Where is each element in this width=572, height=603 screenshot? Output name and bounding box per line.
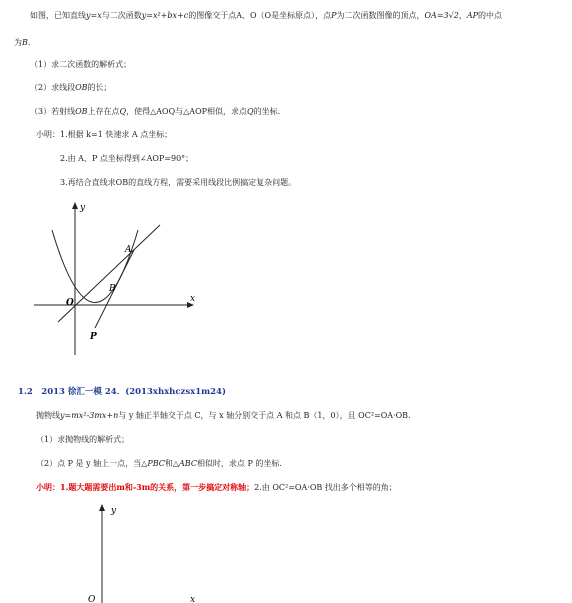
point-p: P [331,11,337,20]
point-b: B. [22,38,31,47]
q-text: 上存在点 [87,107,120,116]
tip-text: 2.由 OC²=OA·OB 找出多个相等的角； [254,483,397,492]
stem-text: 为 [14,38,22,47]
section2-tip [36,482,397,493]
function-formula: y=x²+bx+c [141,11,189,20]
section2-q2 [36,458,282,469]
stem-text: 的中点 [478,11,502,20]
problem1-q2 [30,82,112,93]
stem-text: 为二次函数图像的顶点， [336,11,425,20]
q-text: 和 [164,459,173,468]
segment-ob: OB [75,83,88,92]
parabola [52,230,138,303]
stem-text: 与二次函数 [101,11,142,20]
section2-stem [36,410,411,421]
stem-text: 如图，已知直线 [30,11,86,20]
problem1-tip2: 2.由 A、P 点坐标得到∠AOP=90°； [60,154,194,163]
label-x: x [190,595,196,603]
label-a: A [125,245,132,255]
triangle-pbc: △PBC [141,459,165,468]
label-o: O [66,298,74,308]
label-p: P [90,332,97,342]
q-text: 相似时，求点 P 的坐标. [196,459,282,468]
oa-length: OA=3√2 [424,11,459,20]
y-axis-arrow [72,202,78,209]
stem-text: 的图像交于点A、O（O是坐标原点），点 [188,11,332,20]
ray-ob: OB [75,107,88,116]
section2-q1: （1）求抛物线的解析式； [36,435,130,444]
problem1-stem [30,10,502,21]
line-formula: y=x [86,11,102,20]
problem1-stem-cont [14,37,30,48]
q-text: （2）求线段 [30,83,76,92]
problem1-graph [30,200,200,358]
q-text: （3）若射线 [30,107,76,116]
stem-text: ， [458,11,467,20]
point-q: Q [247,107,254,116]
problem1-tip1: 小明：1.根据 k=1 快速求 A 点坐标； [36,130,173,139]
q-text: 的坐标. [253,107,281,116]
triangle-abc: △ABC [172,459,197,468]
problem1-tip3: 3.再结合直线求OB的直线方程，需要采用线段比例搞定复杂问题。 [60,178,297,187]
problem1-q1: （1）求二次函数的解析式； [30,60,132,69]
label-y: y [111,506,117,516]
stem-text: 与 y 轴正半轴交于点 C，与 x 轴分别交于点 A 和点 B（1，0），且 OC²=OA·OB. [118,411,411,420]
section2-graph [0,500,220,603]
problem1-q3 [30,106,280,117]
section2-heading: 1.2 2013 徐汇一模 24．(2013xhxhczsx1m24) [18,387,226,397]
stem-text: 抛物线 [36,411,60,420]
parabola-formula: y=mx²-3mx+n [60,411,119,420]
label-y: y [80,203,86,213]
y-axis-arrow [99,504,105,511]
tip-highlight: 小明：1.题大题需要出m和-3m的关系，第一步搞定对称轴； [36,482,255,492]
q-text: （2）点 P 是 y 轴上一点，当 [36,459,142,468]
point-q: Q [119,107,127,116]
segment-ap: AP [466,11,478,20]
label-x: x [190,294,196,304]
label-o: O [88,595,96,603]
label-b: B [109,284,116,294]
q-text: 的长； [87,83,112,92]
q-text: ，使得△AOQ与△AOP相似，求点 [126,107,248,116]
